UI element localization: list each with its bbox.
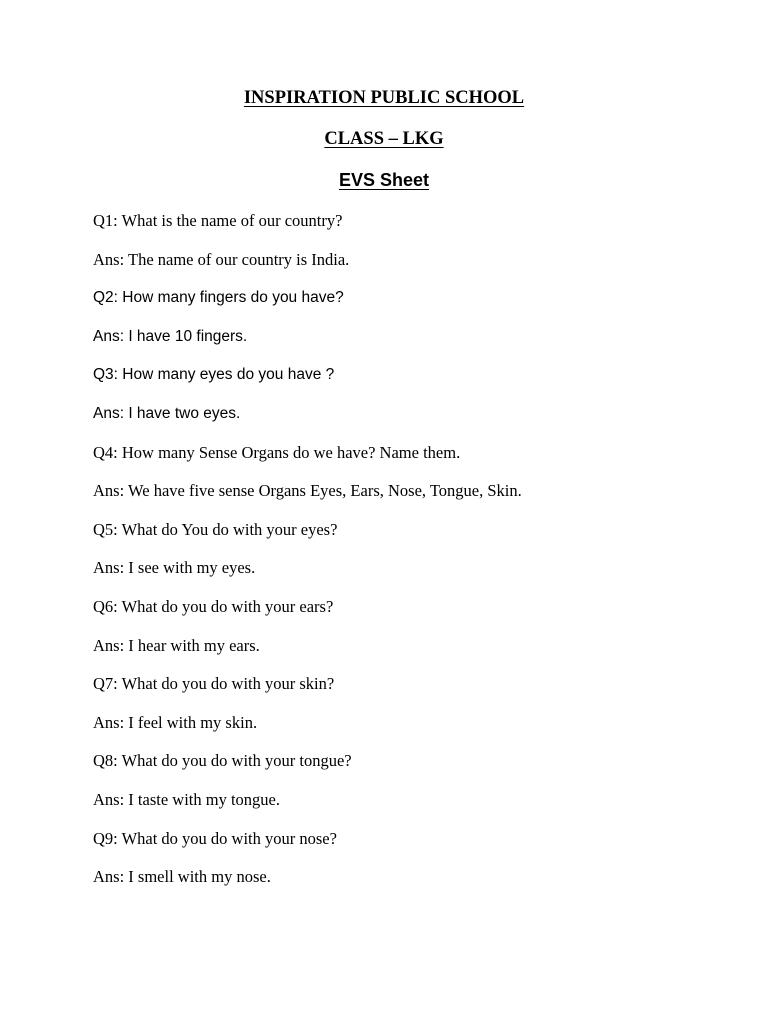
answer-8: Ans: I taste with my tongue.: [93, 789, 280, 809]
school-name: INSPIRATION PUBLIC SCHOOL: [243, 88, 525, 108]
question-9: Q9: What do you do with your nose?: [93, 828, 337, 848]
answer-4: Ans: We have five sense Organs Eyes, Ears, Nose, Tongue, Skin.: [93, 481, 522, 501]
answer-6: Ans: I hear with my ears.: [93, 635, 260, 655]
question-5: Q5: What do You do with your eyes?: [93, 519, 338, 539]
question-1: Q1: What is the name of our country?: [93, 211, 343, 230]
question-answer-list: [93, 206, 733, 901]
answer-5: Ans: I see with my eyes.: [93, 558, 256, 578]
question-4: Q4: How many Sense Organs do we have? Name them.: [93, 442, 461, 462]
question-3: Q3: How many eyes do you have ?: [93, 366, 335, 384]
answer-7: Ans: I feel with my skin.: [93, 712, 258, 732]
sheet-title: EVS Sheet: [338, 170, 430, 190]
answer-1: Ans: The name of our country is India.: [93, 249, 350, 269]
question-2: Q2: How many fingers do you have?: [93, 289, 344, 307]
question-6: Q6: What do you do with your ears?: [93, 596, 334, 616]
question-7: Q7: What do you do with your skin?: [93, 674, 335, 694]
answer-2: Ans: I have 10 fingers.: [93, 327, 248, 345]
answer-9: Ans: I smell with my nose.: [93, 867, 271, 887]
class-title: CLASS – LKG: [324, 129, 444, 149]
answer-3: Ans: I have two eyes.: [93, 404, 241, 422]
question-8: Q8: What do you do with your tongue?: [93, 751, 352, 771]
